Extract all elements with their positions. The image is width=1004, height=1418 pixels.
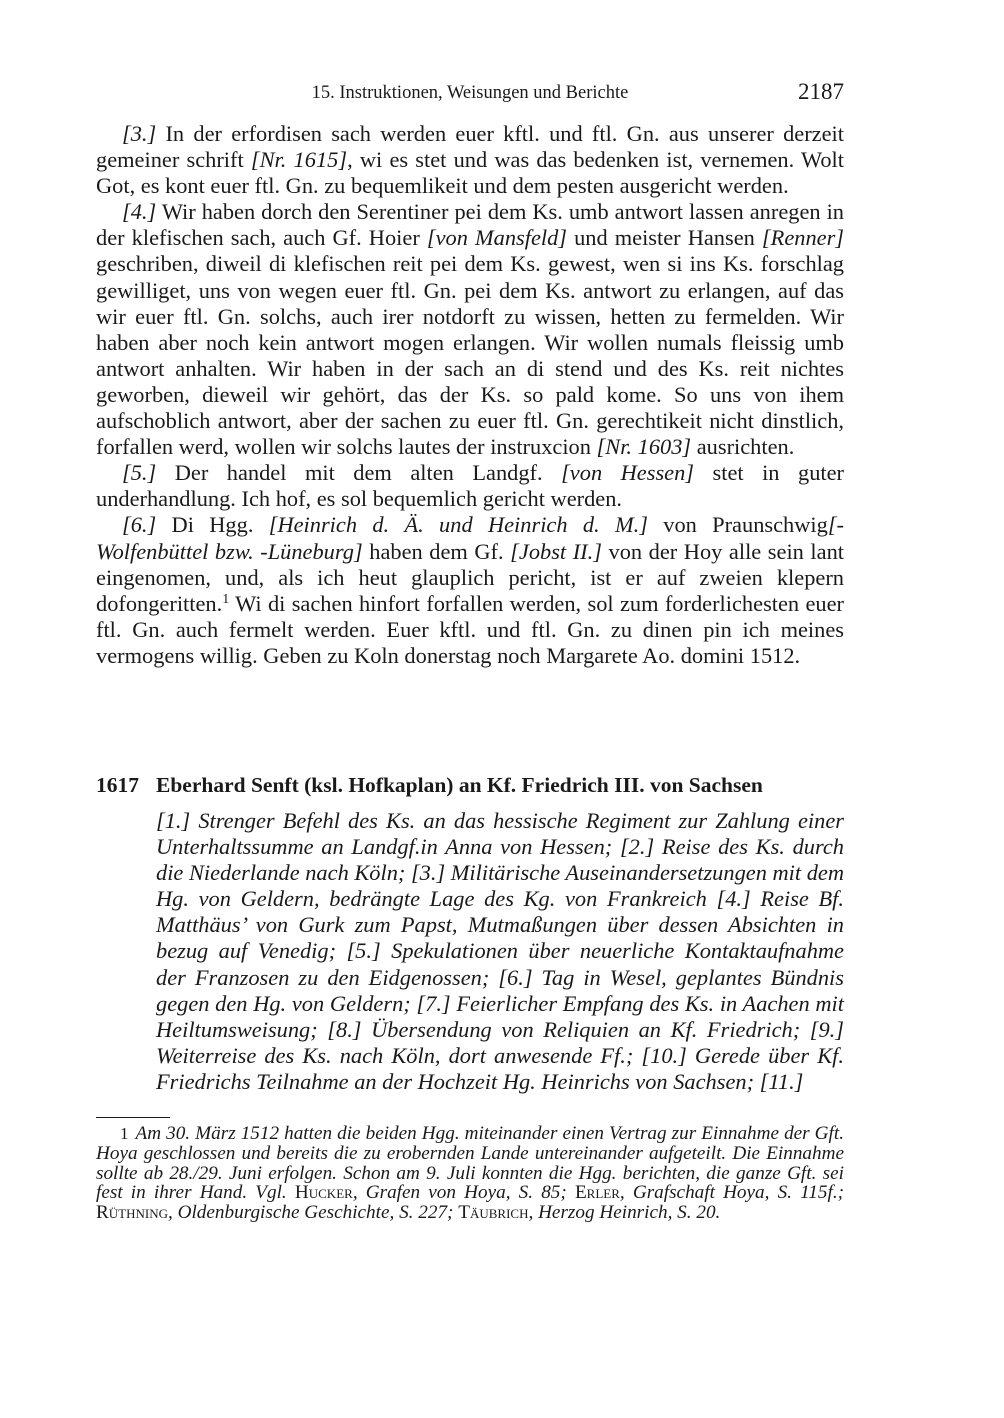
footnote-reference: 1 (222, 591, 230, 607)
footnote-rule (96, 1117, 170, 1118)
editorial-note: [6.] (122, 512, 157, 538)
running-head-title: 15. Instruktionen, Weisungen und Berichte (311, 83, 629, 103)
footnote-1 (96, 1124, 844, 1223)
paragraph-5 (96, 460, 844, 512)
paragraph-6 (96, 512, 844, 669)
document-title: Eberhard Senft (ksl. Hofkaplan) an Kf. Friedrich III. von Sachsen (156, 773, 763, 797)
text-run: Wir haben dorch den Serentiner pei dem Ks. umb antwort lassen anregen in der klefischen sach, auch Gf. Hoier (96, 199, 844, 251)
editorial-note: [Jobst II.] (510, 538, 602, 564)
footnote-mark: 1 (120, 1124, 129, 1143)
text-run: und meister Hansen (567, 225, 762, 251)
text-run: , Grafschaft Hoya, S. 115f.; (619, 1182, 845, 1204)
editorial-note: [Renner] (761, 225, 845, 251)
text-run: , Grafen von Hoya, S. 85; (352, 1182, 575, 1204)
editorial-note: [von Mansfeld] (426, 225, 568, 251)
regest-text: [1.] Strenger Befehl des Ks. an das hessische Regiment zur Zahlung einer Unterhaltssumme an Landgf.in Anna von Hessen; [2.] Reise des Ks. durch die Niederlande nach Köln; [3.] Militärische Auseinandersetzungen mit dem Hg. von Geldern, bedrängte Lage des Kg. von Frankreich [4.] Reise Bf. Matthäus’ von Gurk zum Papst, Mutmaßungen über dessen Absichten in bezug auf Venedig; [5.] Spekulationen über neuerliche Kontaktaufnahme der Franzosen zu den Eidgenossen; [6.] Tag in Wesel, geplantes Bündnis gegen den Hg. von Geldern; [7.] Feierlicher Empfang des Ks. in Aachen mit Heiltumsweisung; [8.] Übersendung von Reliquien an Kf. Friedrich; [9.] Weiterreise des Ks. nach Köln, dort anwesende Ff.; [10.] Gerede über Kf. Friedrichs Teilnahme an der Hochzeit Hg. Heinrichs von Sachsen; [11.] (156, 808, 845, 1094)
editorial-note: [von Hessen] (561, 460, 695, 486)
author-name: Täubrich (458, 1202, 529, 1224)
document-heading (96, 770, 844, 800)
text-run: Di Hgg. (156, 512, 269, 538)
document-number: 1617 (96, 773, 139, 797)
paragraph-4 (96, 199, 844, 460)
text-run: In der erfordisen sach werden euer kftl. und ftl. Gn. aus unserer derzeit gemeiner schrift (96, 121, 844, 173)
paragraph-3 (96, 121, 844, 199)
author-name: Rüthning (96, 1202, 169, 1224)
editorial-note: [Nr. 1615] (250, 147, 348, 173)
text-run: stet in guter underhandlung. Ich hof, es sol bequemlich gericht werden. (96, 460, 844, 512)
text-run: von Praunschwig (647, 512, 828, 538)
text-run: von der Hoy alle sein lant eingenomen, und, als ich heut glauplich pericht, ist er auf zweien klepern dofongeritten. (96, 538, 844, 616)
running-header (96, 79, 844, 109)
author-name: Erler (574, 1182, 620, 1204)
text-run: geschriben, diweil di klefischen reit pei dem Ks. gewest, wen si ins Ks. forschlag gewilliget, uns von wegen euer ftl. Gn. pei dem Ks. antwort zu erlangen, auf das wir euer ftl. Gn. solchs, auch irer notdorft zu wissen, hetten zu fermelden. Wir haben aber noch kein antwort mogen erlangen. Wir wollen numals fleissig umb antwort anhalten. Wir haben in der sach an di stend und des Ks. reit nichtes geworben, dieweil wir gehört, das der Ks. so pald kome. So uns von ihem aufschoblich antwort, aber der sachen zu euer ftl. Gn. gerechtikeit nicht dinstlich, forfallen werd, wollen wir solchs lautes der instruxcion (96, 251, 844, 460)
text-run: , Oldenburgische Geschichte, S. 227; (168, 1202, 459, 1224)
footnote (96, 1124, 844, 1223)
editorial-note: [Heinrich d. Ä. und Heinrich d. M.] (268, 512, 648, 538)
editorial-note: [Nr. 1603] (596, 434, 692, 460)
document-regest (156, 808, 844, 1095)
text-run: Wi di sachen hinfort forfallen werden, sol zum forderlichesten euer ftl. Gn. auch fermelt werden. Euer kftl. und ftl. Gn. zu dinen pin ich meines vermogens willig. Geben zu Koln donerstag noch Margarete Ao. domini 1512. (96, 590, 844, 668)
editorial-note: [5.] (122, 460, 157, 486)
editorial-note: [3.] (122, 121, 157, 146)
text-run: Am 30. März 1512 hatten die beiden Hgg. miteinander einen Vertrag zur Einnahme der Gft. Hoya geschlossen und bereits die zu erobernden Lande untereinander aufgeteilt. Die Einnahme sollte ab 28./29. Juni erfolgen. Schon am 9. Juli konnten die Hgg. berichten, die ganze Gft. sei fest in ihrer Hand. Vgl. (96, 1123, 844, 1204)
main-text (96, 121, 844, 669)
text-run: , wi es stet und was das bedenken ist, vernemen. Wolt Got, es kont euer ftl. Gn. zu bequemlikeit und dem pesten ausgericht werden. (96, 147, 844, 199)
text-run: ausrichten. (691, 434, 795, 460)
page-number: 2187 (798, 79, 844, 104)
editorial-note: [4.] (122, 199, 157, 225)
text-run: , Herzog Heinrich, S. 20. (528, 1202, 721, 1224)
author-name: Hucker (294, 1182, 353, 1204)
text-run: haben dem Gf. (362, 538, 511, 564)
text-run: Der handel mit dem alten Landgf. (156, 460, 562, 486)
editorial-note: [-Wolfenbüttel bzw. -Lüneburg] (96, 512, 844, 564)
footnote-text (96, 1123, 844, 1223)
